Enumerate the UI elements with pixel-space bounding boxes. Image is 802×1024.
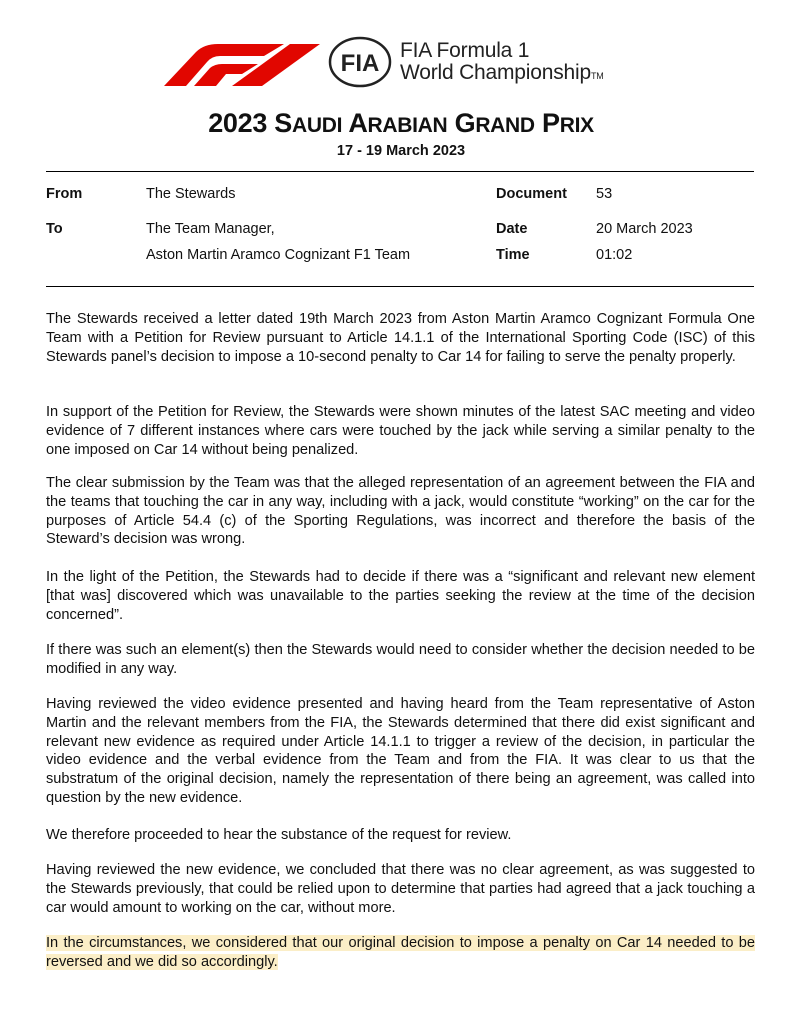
brand-line-2: World ChampionshipTM [400,61,604,84]
trademark: TM [590,71,604,81]
document-label: Document [496,186,567,202]
document-value: 53 [596,186,613,202]
header-logo [160,36,650,92]
paragraph-3: The clear submission by the Team was that the alleged representation of an agreement between the FIA and the teams that touching the car in any way, including with a jack, would constitute “working” on the car for the purposes of Article 54.4 (c) of the Sporting Regulations, was incorrect and therefore the basis of the Steward’s decision was wrong. [46,475,755,548]
to-value-line-2: Aston Martin Aramco Cognizant F1 Team [146,247,411,263]
date-value: 20 March 2023 [596,221,693,237]
date-label: Date [496,221,528,237]
time-label: Time [496,247,530,263]
brand-line-1: FIA Formula 1 [400,39,530,62]
paragraph-8: Having reviewed the new evidence, we concluded that there was no clear agreement, as was suggested to the Stewards previously, that could be relied upon to determine that parties had agreed that a jack touching a car would amount to working on the car, without more. [46,862,755,916]
paragraph-1: The Stewards received a letter dated 19th March 2023 from Aston Martin Aramco Cognizant Formula One Team with a Petition for Review pursuant to Article 14.1.1 of the International Sporting Code (ISC) of this Stewards panel’s decision to impose a 10-second penalty to Car 14 for failing to serve the penalty properly. [46,311,755,365]
championship-wordmark [400,40,604,87]
top-divider [46,171,754,172]
from-label: From [46,186,83,202]
from-value: The Stewards [146,186,236,202]
paragraph-7: We therefore proceeded to hear the substance of the request for review. [46,827,512,843]
paragraph-2: In support of the Petition for Review, the Stewards were shown minutes of the latest SAC meeting and video evidence of 7 different instances where cars were touched by the jack while serving a similar penalty to the one imposed on Car 14 without being penalized. [46,404,755,458]
paragraph-6: Having reviewed the video evidence presented and having heard from the Team representative of Aston Martin and the relevant members from the FIA, the Stewards determined that there did exist significant and relevant new evidence as required under Article 14.1.1 to trigger a review of the decision, in particular the video evidence and the verbal evidence from the Team and from the FIA. It was clear to us that the substratum of the original decision, namely the representation of there being an agreement, was called into question by the new evidence. [46,696,755,806]
page-title: 2023 SAUDI ARABIAN GRAND PRIX [208,108,594,138]
to-value-line-1: The Team Manager, [146,221,275,237]
event-dates: 17 - 19 March 2023 [336,143,466,159]
paragraph-9-highlighted: In the circumstances, we considered that our original decision to impose a penalty on Car 14 needed to be reversed and we did so accordingly. [46,935,755,970]
fia-badge-text: FIA [340,50,380,77]
time-value: 01:02 [596,247,633,263]
fia-badge-icon [328,36,392,88]
bottom-divider [46,286,754,287]
paragraph-4: In the light of the Petition, the Stewards had to decide if there was a “significant and relevant new element [that was] discovered which was unavailable to the parties seeking the review at the time of the decision concerned”. [46,569,755,623]
paragraph-5: If there was such an element(s) then the Stewards would need to consider whether the decision needed to be modified in any way. [46,642,755,677]
to-label: To [46,221,63,237]
f1-logo-icon [160,40,330,86]
